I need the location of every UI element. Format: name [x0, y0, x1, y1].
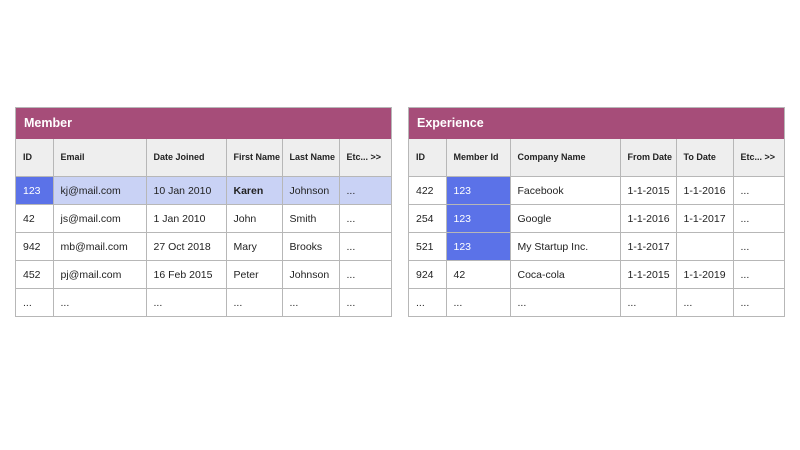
member-cell: Mary — [226, 233, 282, 261]
member-row-selected — [16, 177, 391, 205]
member-cell: 10 Jan 2010 — [146, 177, 226, 205]
member-cell: Brooks — [282, 233, 339, 261]
member-cell: Johnson — [282, 177, 339, 205]
member-cell: 16 Feb 2015 — [146, 261, 226, 289]
experience-cell: ... — [733, 261, 784, 289]
experience-table-grid — [409, 139, 784, 316]
member-cell: 942 — [16, 233, 53, 261]
experience-table — [408, 107, 785, 317]
experience-cell: 924 — [409, 261, 446, 289]
experience-col-to-date: To Date — [676, 139, 733, 177]
member-cell: John — [226, 205, 282, 233]
member-table — [15, 107, 392, 317]
member-row — [16, 233, 391, 261]
experience-cell: 1-1-2015 — [620, 261, 676, 289]
member-cell: ... — [226, 289, 282, 317]
member-cell: ... — [146, 289, 226, 317]
member-cell: ... — [339, 233, 391, 261]
member-table-title: Member — [16, 108, 391, 139]
member-col-last-name: Last Name — [282, 139, 339, 177]
member-cell: 452 — [16, 261, 53, 289]
experience-cell: Coca-cola — [510, 261, 620, 289]
member-cell: ... — [282, 289, 339, 317]
member-row — [16, 205, 391, 233]
experience-cell — [676, 233, 733, 261]
experience-cell: ... — [733, 289, 784, 317]
experience-cell: 1-1-2017 — [620, 233, 676, 261]
experience-col-company-name: Company Name — [510, 139, 620, 177]
experience-cell: ... — [510, 289, 620, 317]
experience-cell: ... — [733, 177, 784, 205]
member-cell: Johnson — [282, 261, 339, 289]
member-table-grid — [16, 139, 391, 316]
experience-header-row — [409, 139, 784, 177]
experience-cell: 1-1-2016 — [676, 177, 733, 205]
experience-col-etc: Etc... >> — [733, 139, 784, 177]
member-cell-first-name-bold: Karen — [226, 177, 282, 205]
experience-cell: 422 — [409, 177, 446, 205]
experience-cell-member-id-highlighted: 123 — [446, 205, 510, 233]
experience-cell-member-id-highlighted: 123 — [446, 177, 510, 205]
member-cell: ... — [339, 205, 391, 233]
experience-table-title: Experience — [409, 108, 784, 139]
experience-cell: ... — [733, 233, 784, 261]
member-col-etc: Etc... >> — [339, 139, 391, 177]
member-cell: Smith — [282, 205, 339, 233]
experience-cell: ... — [733, 205, 784, 233]
member-col-email: Email — [53, 139, 146, 177]
member-cell: ... — [53, 289, 146, 317]
member-cell: mb@mail.com — [53, 233, 146, 261]
experience-cell: ... — [676, 289, 733, 317]
member-row — [16, 261, 391, 289]
experience-row-ellipsis — [409, 289, 784, 317]
experience-cell: Google — [510, 205, 620, 233]
experience-cell-member-id-highlighted: 123 — [446, 233, 510, 261]
member-cell: 1 Jan 2010 — [146, 205, 226, 233]
member-cell: 27 Oct 2018 — [146, 233, 226, 261]
experience-cell: 1-1-2017 — [676, 205, 733, 233]
member-cell: ... — [339, 289, 391, 317]
member-col-date-joined: Date Joined — [146, 139, 226, 177]
member-col-id: ID — [16, 139, 53, 177]
member-cell: Peter — [226, 261, 282, 289]
member-cell: 42 — [16, 205, 53, 233]
experience-row — [409, 205, 784, 233]
member-header-row — [16, 139, 391, 177]
experience-cell: 254 — [409, 205, 446, 233]
member-col-first-name: First Name — [226, 139, 282, 177]
experience-col-member-id: Member Id — [446, 139, 510, 177]
experience-cell: 521 — [409, 233, 446, 261]
experience-col-id: ID — [409, 139, 446, 177]
member-cell: kj@mail.com — [53, 177, 146, 205]
experience-row — [409, 177, 784, 205]
experience-row — [409, 233, 784, 261]
member-cell-id-highlighted: 123 — [16, 177, 53, 205]
experience-cell: ... — [620, 289, 676, 317]
experience-row — [409, 261, 784, 289]
experience-cell: ... — [446, 289, 510, 317]
member-cell: pj@mail.com — [53, 261, 146, 289]
member-cell: ... — [339, 177, 391, 205]
experience-cell: ... — [409, 289, 446, 317]
experience-cell: 1-1-2019 — [676, 261, 733, 289]
experience-col-from-date: From Date — [620, 139, 676, 177]
member-cell: ... — [339, 261, 391, 289]
experience-cell: 1-1-2015 — [620, 177, 676, 205]
experience-cell: 1-1-2016 — [620, 205, 676, 233]
experience-cell: Facebook — [510, 177, 620, 205]
experience-cell: My Startup Inc. — [510, 233, 620, 261]
member-row-ellipsis — [16, 289, 391, 317]
experience-cell: 42 — [446, 261, 510, 289]
member-cell: ... — [16, 289, 53, 317]
member-cell: js@mail.com — [53, 205, 146, 233]
